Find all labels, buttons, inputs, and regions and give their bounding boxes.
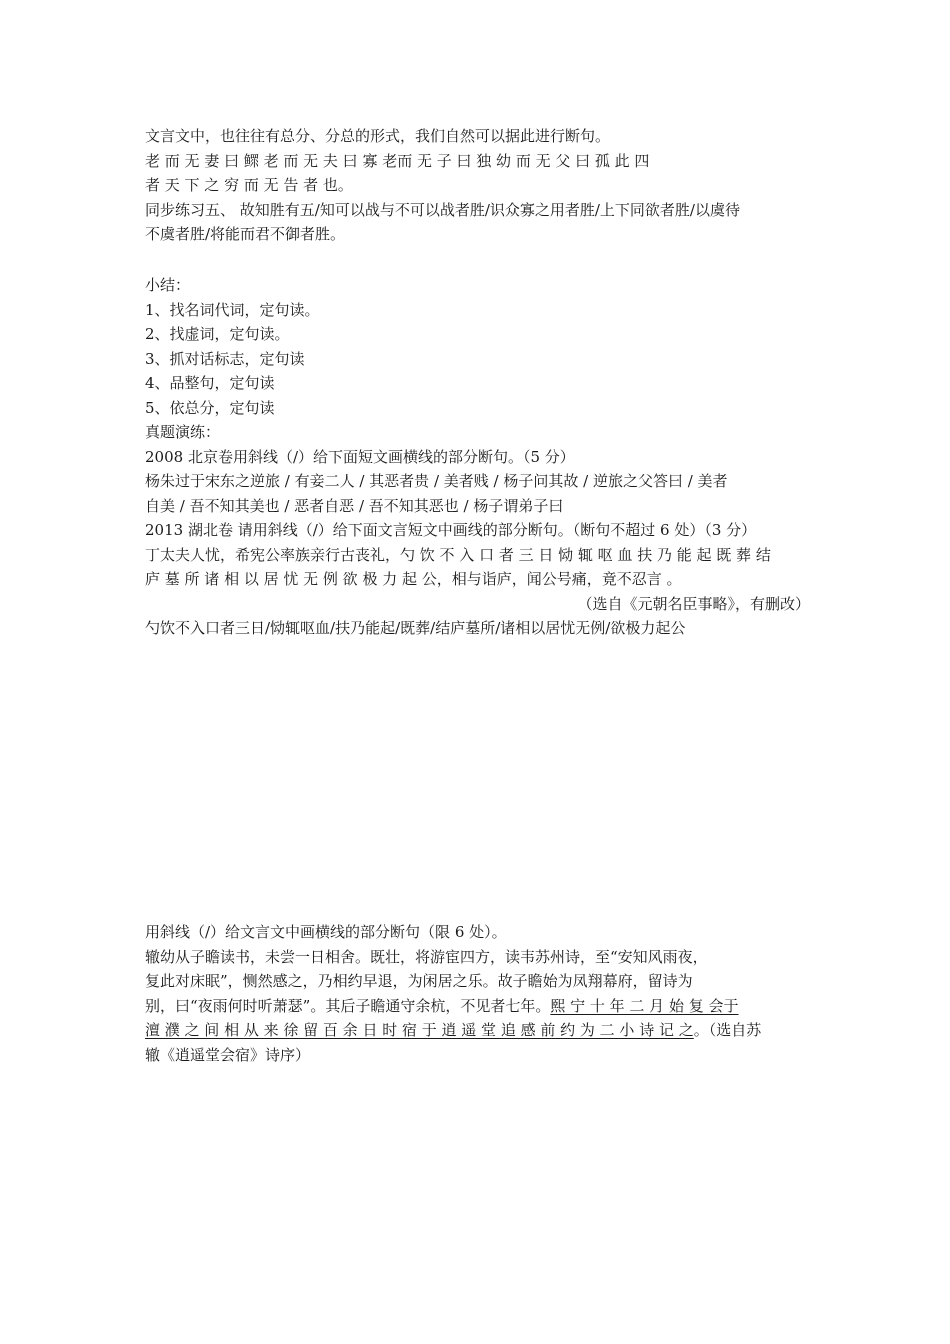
summary-item: 3、抓对话标志，定句读 bbox=[145, 349, 305, 368]
summary-title: 小结： bbox=[145, 276, 191, 294]
summary-item: 4、品整句，定句读 bbox=[145, 374, 275, 392]
exercise-text-line: 庐 墓 所 诸 相 以 居 忧 无 例 欲 极 力 起 公，相与诣庐，闻公号痛，竟不忍言 。 bbox=[145, 570, 682, 588]
answer-line: 勺饮不入口者三日/恸辄呕血/扶乃能起/既葬/结庐墓所/诸相以居忧无例/欲极力起公 bbox=[145, 619, 686, 637]
passage-line bbox=[145, 994, 810, 1019]
paragraph-line: 老 而 无 妻 曰 鳏 老 而 无 夫 曰 寡 老而 无 子 曰 独 幼 而 无 父 曰 孤 此 四 bbox=[145, 151, 650, 170]
passage-line: 辙《逍遥堂会宿》诗序） bbox=[145, 1045, 311, 1064]
practice-line: 不虞者胜/将能而君不御者胜。 bbox=[145, 225, 346, 243]
passage-line: 复此对床眠”，恻然感之，乃相约早退，为闲居之乐。故子瞻始为凤翔幕府，留诗为 bbox=[145, 972, 693, 990]
source-note: （选自《元朝名臣事略》，有删改） bbox=[577, 594, 810, 613]
paragraph-line: 者 天 下 之 穷 而 无 告 者 也。 bbox=[145, 176, 353, 194]
underlined-passage: 澶 濮 之 间 相 从 来 徐 留 百 余 日 时 宿 于 逍 遥 堂 追 感 前 约 为 二 小 诗 记 之 bbox=[145, 1021, 694, 1039]
summary-item: 2、找虚词，定句读。 bbox=[145, 325, 290, 343]
paragraph-line: 文言文中，也往往有总分、分总的形式，我们自然可以据此进行断句。 bbox=[145, 127, 611, 145]
exercise-text-line: 自美 / 吾不知其美也 / 恶者自恶 / 吾不知其恶也 / 杨子谓弟子曰 bbox=[145, 496, 564, 515]
exercise-title: 真题演练： bbox=[145, 423, 221, 441]
exercise-prompt: 2013 湖北卷 请用斜线（/）给下面文言短文中画线的部分断句。（断句不超过 6 处）（3 分） bbox=[145, 521, 757, 539]
passage-line bbox=[145, 1018, 810, 1043]
exercise2-prompt: 用斜线（/）给文言文中画横线的部分断句（限 6 处）。 bbox=[145, 923, 507, 941]
exercise2-section bbox=[145, 920, 810, 1067]
passage-plain-text: 别，曰“夜雨何时听萧瑟”。其后子瞻通守余杭，不见者七年。 bbox=[145, 996, 551, 1015]
summary-item: 1、找名词代词，定句读。 bbox=[145, 300, 320, 319]
practice-line: 同步练习五、 故知胜有五/知可以战与不可以战者胜/识众寡之用者胜/上下同欲者胜/以虞待 bbox=[145, 200, 740, 219]
exercise-text-line: 杨朱过于宋东之逆旅 / 有妾二人 / 其恶者贵 / 美者贱 / 杨子问其故 / 逆旅之父答曰 / 美者 bbox=[145, 472, 728, 490]
exercise-prompt: 2008 北京卷用斜线（/）给下面短文画横线的部分断句。（5 分） bbox=[145, 447, 575, 466]
exercise-text-line: 丁太夫人忧，希宪公率族亲行古丧礼，勺 饮 不 入 口 者 三 日 恸 辄 呕 血 扶 乃 能 起 既 葬 结 bbox=[145, 545, 771, 564]
passage-plain-text: 。（选自苏 bbox=[693, 1021, 762, 1039]
summary-section bbox=[145, 273, 810, 641]
summary-item: 5、依总分，定句读 bbox=[145, 398, 275, 417]
passage-line: 辙幼从子瞻读书，未尝一日相舍。既壮，将游宦四方，读韦苏州诗，至“安知风雨夜， bbox=[145, 947, 708, 966]
section-total-division bbox=[145, 124, 810, 247]
underlined-passage: 熙 宁 十 年 二 月 始 复 会于 bbox=[550, 996, 739, 1015]
